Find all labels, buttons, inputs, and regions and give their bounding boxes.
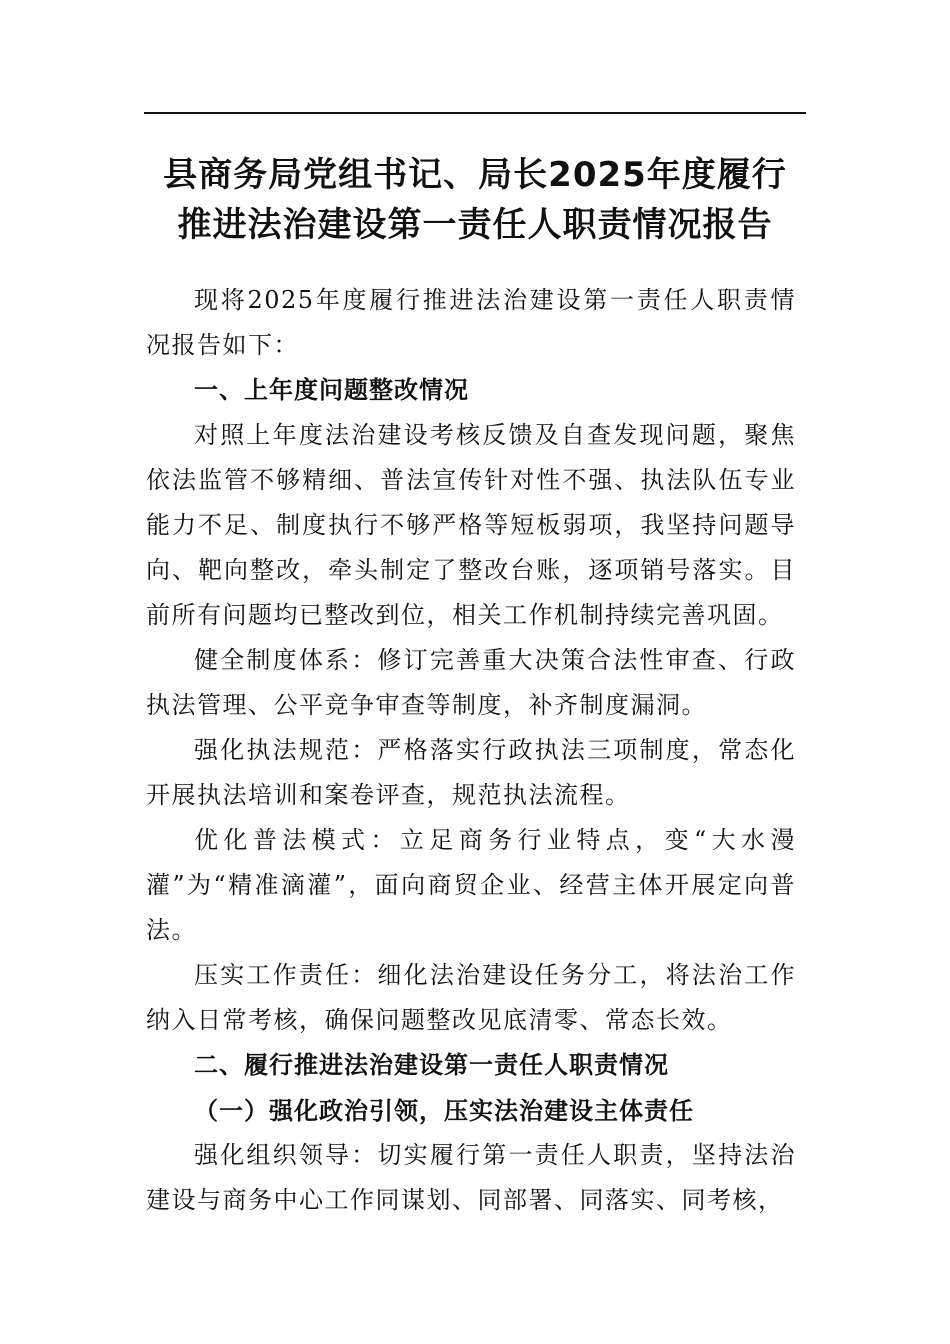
section-1-paragraph-4: 优化普法模式：立足商务行业特点，变“大水漫灌”为“精准滴灌”，面向商贸企业、经营主体开展定向普法。: [146, 826, 796, 944]
title-line-2: 推进法治建设第一责任人职责情况报告: [177, 205, 773, 245]
document-body: [146, 278, 796, 1223]
section-2-paragraph-1: 强化组织领导：切实履行第一责任人职责，坚持法治建设与商务中心工作同谋划、同部署、同落实、同考核，: [146, 1141, 796, 1214]
document-title: [144, 150, 806, 250]
section-1-paragraph-2: 健全制度体系：修订完善重大决策合法性审查、行政执法管理、公平竞争审查等制度，补齐制度漏洞。: [146, 646, 796, 719]
section-2-heading: 二、履行推进法治建设第一责任人职责情况: [194, 1051, 669, 1079]
section-1-heading: 一、上年度问题整改情况: [194, 376, 469, 404]
header-rule: [144, 112, 806, 114]
section-2-subheading: （一）强化政治引领，压实法治建设主体责任: [194, 1096, 694, 1125]
section-1-paragraph-5: 压实工作责任：细化法治建设任务分工，将法治工作纳入日常考核，确保问题整改见底清零、常态长效。: [146, 961, 796, 1034]
intro-paragraph: 现将2025年度履行推进法治建设第一责任人职责情况报告如下：: [146, 286, 796, 359]
title-line-1: 县商务局党组书记、局长2025年度履行: [163, 155, 787, 195]
section-1-paragraph-1: 对照上年度法治建设考核反馈及自查发现问题，聚焦依法监管不够精细、普法宣传针对性不强、执法队伍专业能力不足、制度执行不够严格等短板弱项，我坚持问题导向、靶向整改，牵头制定了整改台账，逐项销号落实。目前所有问题均已整改到位，相关工作机制持续完善巩固。: [146, 421, 796, 629]
section-1-paragraph-3: 强化执法规范：严格落实行政执法三项制度，常态化开展执法培训和案卷评查，规范执法流程。: [146, 736, 796, 809]
